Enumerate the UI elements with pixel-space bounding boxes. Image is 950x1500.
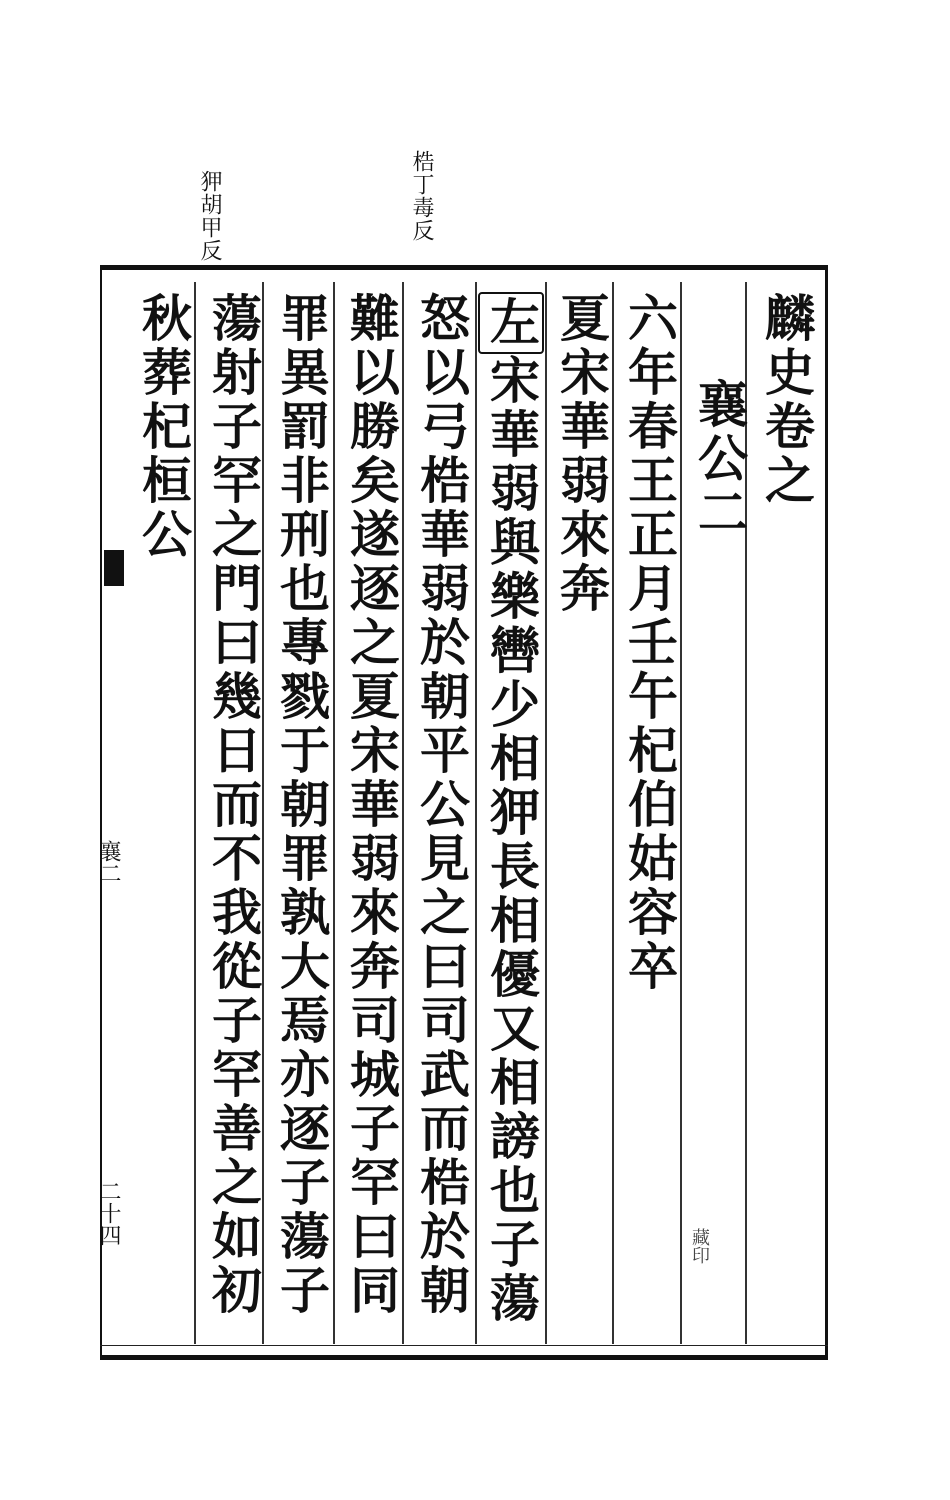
text-column-2: 夏宋華弱來奔 (552, 292, 611, 616)
text-column-8: 秋葬杞桓公 (134, 292, 193, 562)
margin-page-number: 二十四 (96, 1180, 121, 1246)
text-column-6: 罪異罰非刑也專戮于朝罪孰大焉亦逐子蕩子 (272, 292, 331, 1318)
column-rule (545, 282, 547, 1344)
text-column-5: 難以勝矣遂逐之夏宋華弱來奔司城子罕曰同 (342, 292, 401, 1318)
book-title: 麟史卷之 (757, 292, 816, 508)
column-rule (475, 282, 477, 1344)
collector-seal: 藏印 (689, 1228, 710, 1264)
fish-tail-mark (104, 550, 124, 586)
top-note-2: 狎胡甲反 (197, 170, 222, 262)
top-note-1: 梏丁毒反 (409, 150, 434, 242)
reign-heading: 襄公二 (690, 378, 749, 540)
column-rule (333, 282, 335, 1344)
margin-chapter-label: 襄二 (96, 840, 121, 884)
column-rule (612, 282, 614, 1344)
text-column-4: 怒以弓梏華弱於朝平公見之曰司武而梏於朝 (412, 292, 471, 1318)
column-rule (680, 282, 682, 1344)
text-column-1: 六年春王正月壬午杞伯姑容卒 (620, 292, 679, 994)
column-rule (194, 282, 196, 1344)
text-column-3 (482, 292, 544, 1326)
column-rule (402, 282, 404, 1344)
commentary-text: 宋華弱與樂轡少相狎長相優又相謗也子蕩 (482, 354, 541, 1326)
text-column-7: 蕩射子罕之門曰幾日而不我從子罕善之如初 (204, 292, 263, 1318)
commentary-marker: 左 (478, 292, 544, 354)
frame-inner-rule (100, 1345, 828, 1346)
